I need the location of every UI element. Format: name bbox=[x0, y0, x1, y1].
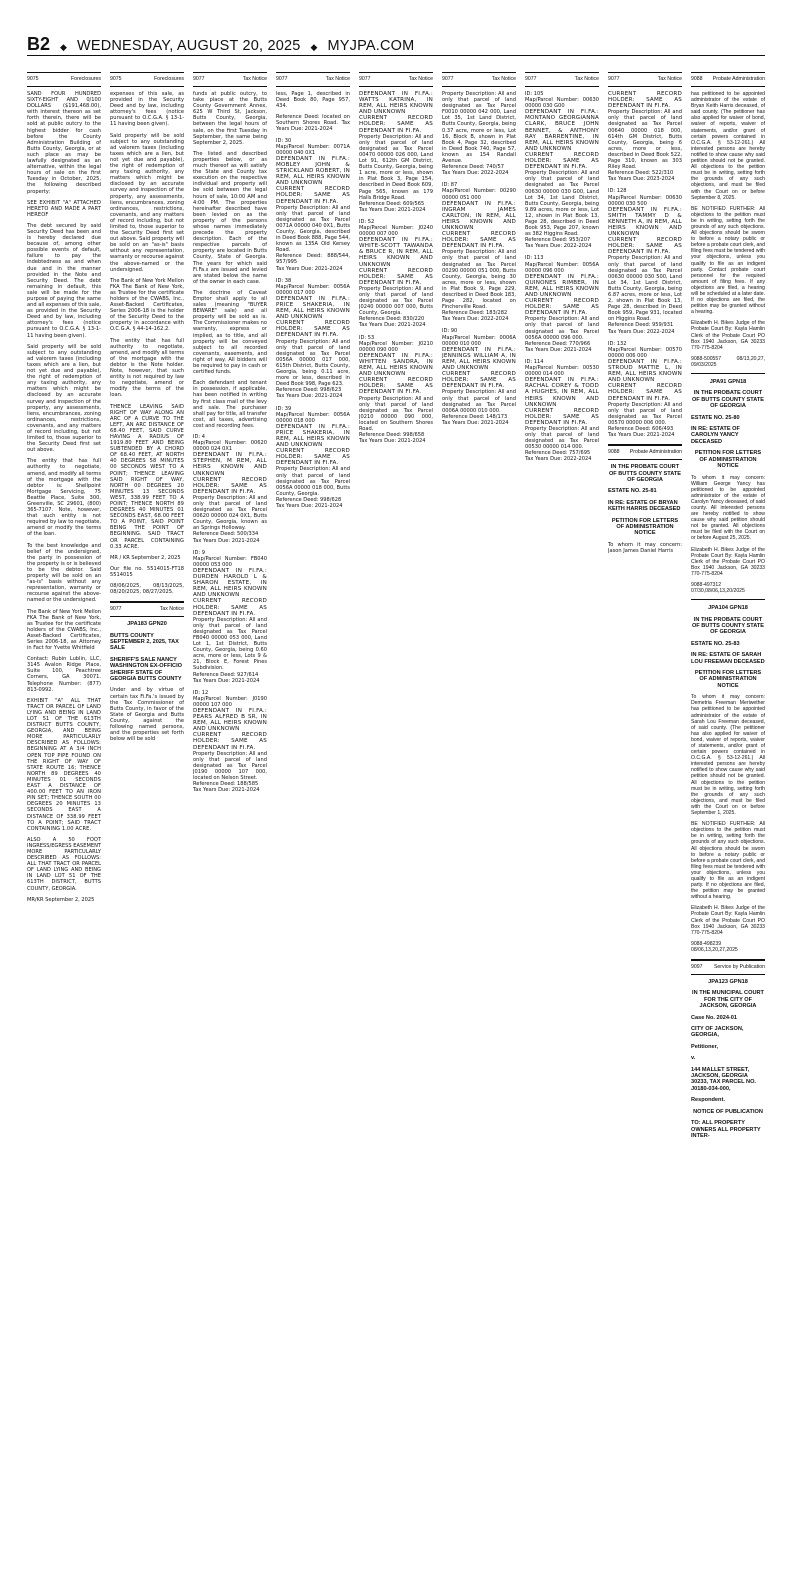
page-number: B2 bbox=[27, 34, 51, 54]
issue-date: WEDNESDAY, AUGUST 20, 2025 bbox=[76, 38, 301, 54]
section-label: Tax Notice bbox=[574, 76, 599, 82]
record-holder: CURRENT RECORD HOLDER: SAME AS DEFENDANT IN FI.FA. bbox=[359, 377, 433, 396]
notice-paragraph: The listed and described properties below, or as much thereof as will satisfy the State and County tax execution on the respective individual and property will be sold between the legal hours of sale, 10:00 AM and 4:00 PM. The properties hereinafter described have been levied on as the property of the persons whose names immediately precede the property description. Each of the respective parcels of property are located in Butts County, State of Georgia. The years for which said Fi.Fa.s are issued and levied are stated below the name of the owner in each case. bbox=[193, 150, 267, 285]
divider-rule bbox=[691, 599, 765, 600]
section-header bbox=[193, 72, 267, 87]
tax-parcel-record bbox=[525, 255, 599, 353]
notice-heading: ESTATE NO. 25-81 bbox=[608, 488, 657, 495]
notice-paragraph: To whom it may concern: William George Yancy has petitioned to be appointed administrator of the estate of Carolyn Yancy deceased, of said county. All interested persons are hereby notified to show cause why said petition should not be granted. All objections must be filed with the Court on or before August 25, 2025. bbox=[691, 474, 765, 542]
record-id: ID: 87 bbox=[442, 182, 458, 189]
record-def: DEFENDANT IN FI.FA.: PRICE SHAKERIA, IN REM, ALL HEIRS KNOWN AND UNKNOWN bbox=[276, 295, 350, 321]
notice-paragraph: SEE EXHIBIT "A" ATTACHED HERETO AND MADE A PART HEREOF bbox=[27, 199, 101, 218]
notice-paragraph: Under and by virtue of certain tax Fi.Fa.'s issued by the Tax Commissioner of Butts County, in favor of the State of Georgia and Butts County, against the following named persons, and the properties set forth below will be sold bbox=[110, 687, 184, 743]
record-def: DEFENDANT IN FI.FA.: WHITE-SCOTT TAWANDA & BRUCE R, IN REM, ALL HEIRS KNOWN AND UNKNOWN bbox=[359, 237, 433, 268]
record-years: Tax Years Due: 2021-2024 bbox=[276, 265, 343, 272]
notice-heading: IN THE MUNICIPAL COURT FOR THE CITY OF JACKSON, GEORGIA bbox=[692, 990, 764, 1010]
record-id: ID: 114 bbox=[525, 358, 544, 365]
notice-heading: Respondent. bbox=[691, 1097, 725, 1104]
record-desc: Property Description: All and only that parcel of land designated as Tax Parcel 00530 00000 014 000. bbox=[525, 425, 599, 451]
record-map: Map/Parcel Number: J0190 00000 107 000 bbox=[193, 695, 267, 708]
record-map: Map/Parcel Number: 0056A 00000 017 000 bbox=[276, 283, 350, 296]
section-header bbox=[608, 72, 682, 87]
record-desc: Property Description: All and only that parcel of land designated as Tax Parcel 00470 00000 026 000, Land Lot 91, 612th GM District, Butts County, Georgia, being 1 acre, more or less, shown in Plat Book 3, Page 154, described in Deed Book 609, Page 565, known as 179 Halls Bridge Road. bbox=[359, 133, 433, 201]
record-years: Tax Years Due: 2022-2024 bbox=[525, 243, 592, 250]
record-holder: CURRENT RECORD HOLDER: SAME AS DEFENDANT IN FI.FA. bbox=[525, 298, 599, 317]
section-label: Service by Publication bbox=[713, 964, 765, 970]
record-years: Tax Years Due: 2021-2024 bbox=[608, 432, 675, 439]
record-id: ID: 90 bbox=[442, 328, 458, 335]
record-map: Map/Parcel Number: 0056A 00000 018 000 bbox=[276, 411, 350, 424]
column-5 bbox=[359, 72, 433, 1572]
record-desc: Property Description: All and only that parcel of land designated as Tax Parcel 00630 00000 030 500, Land Lot 34, 1st Land District, Butts County, Georgia, being 6.87 acres, more or less, Lot 2, shown in Plat Book 13, Page 28, described in Deed Book 959, Page 931, located on Higgins Road. bbox=[608, 255, 682, 323]
notice-paragraph: The Bank of New York Mellon FKA The Bank of New York, as Trustee for the certificate holders of the CWABS, Inc., Asset-Backed Certificates, Series 2006-18, as Attorney in Fact for Yvette Whitfield bbox=[27, 608, 101, 652]
notice-paragraph: EXHIBIT "A" ALL THAT TRACT OR PARCEL OF LAND LYING AND BEING IN LAND LOT 51 OF THE 613TH DISTRICT BUTTS COUNTY, GEORGIA, AND BEING MORE PARTICULARLY DESCRIBED AS FOLLOWS: BEGINNING AT A 3/4 INCH OPEN TOP PIPE FOUND ON THE RIGHT OF WAY OF STATE ROUTE 16; THENCE NORTH 89 DEGREES 40 MINUTES 01 SECONDS EAST A DISTANCE OF 400.00 FEET TO AN IRON PIN SET; THENCE SOUTH 00 DEGREES 20 MINUTES 13 SECONDS EAST A DISTANCE OF 338.99 FEET TO A POINT; SAID TRACT CONTAINING 1.00 ACRE. bbox=[27, 697, 101, 832]
notice-paragraph: Said property will be sold subject to any outstanding ad valorem taxes (including taxes which are a lien, but not yet due and payable), the right of redemption of any taxing authority, any matters which might be disclosed by an accurate survey and inspection of the property, any assessments, liens, encumbrances, zoning ordinances, restrictions, covenants, and any matters of record including, but not limited to, those superior to the Security Deed first set out above. bbox=[27, 343, 101, 454]
section-header bbox=[525, 72, 599, 87]
notice-heading: JPA123 GPN18 bbox=[708, 979, 748, 985]
record-desc: Property Description: All and only that parcel of land designated as Tax Parcel J0210 00000 090 000, located on Southern Shores Road. bbox=[359, 395, 433, 432]
section-header bbox=[110, 602, 184, 617]
record-holder: CURRENT RECORD HOLDER: SAME AS DEFENDANT IN FI.FA. bbox=[276, 186, 350, 205]
record-id: ID: 12 bbox=[193, 689, 209, 696]
section-label: Tax Notice bbox=[491, 76, 516, 82]
tax-parcel-record bbox=[608, 341, 682, 439]
record-ref: Reference Deed: 959/931 bbox=[608, 322, 674, 329]
record-desc: Property Description: All and only that parcel of land designated as Tax Parcel 0006A 00000 010 000. bbox=[442, 389, 516, 414]
section-code: 9077 bbox=[525, 76, 537, 82]
record-holder: CURRENT RECORD HOLDER: SAME AS DEFENDANT IN FI.FA. bbox=[608, 91, 682, 110]
record-id: ID: 128 bbox=[608, 188, 627, 195]
record-years: Tax Years Due: 2021-2024 bbox=[525, 346, 592, 353]
record-map: Map/Parcel Number: 0006A 00000 010 000 bbox=[442, 334, 516, 347]
section-code: 9077 bbox=[110, 606, 122, 613]
record-desc: Property Description: All and only that parcel of land designated as Tax Parcel 00620 00000 024 0X1, Butts County, Georgia, known as an Springs Holloway. bbox=[193, 494, 267, 532]
tax-parcel-record bbox=[276, 278, 350, 400]
section-label: Tax Notice bbox=[408, 76, 433, 82]
record-def: DEFENDANT IN FI.FA.: SMITH TAMMY D & KENNETH A, IN REM, ALL HEIRS KNOWN AND UNKNOWN bbox=[608, 206, 682, 238]
record-ref: Reference Deed: 998/628 bbox=[276, 496, 342, 503]
record-desc: Property Description: All and only that parcel of land designated as Tax Parcel 0056A 00000 096 000. bbox=[525, 316, 599, 341]
legal-notice-columns bbox=[27, 72, 765, 1572]
record-holder: CURRENT RECORD HOLDER: SAME AS DEFENDANT IN FI.FA. bbox=[525, 407, 599, 426]
tax-parcel-record bbox=[359, 91, 433, 213]
notice-heading: v. bbox=[691, 1055, 696, 1062]
section-header bbox=[691, 72, 765, 87]
record-years: Tax Years Due: 2021-2024 bbox=[193, 537, 260, 544]
record-id: ID: 30 bbox=[276, 137, 292, 144]
notice-paragraph: To the best knowledge and belief of the undersigned, the party in possession of the property is or is believed to be the debtor. Said property will be sold on an "as-is" basis without any representation, warranty or recourse against the above-named or the undersigned. bbox=[27, 542, 101, 604]
notice-heading: NOTICE OF PUBLICATION bbox=[693, 1108, 763, 1115]
record-map: Map/Parcel Number: FB040 00000 053 000 bbox=[193, 555, 267, 568]
record-desc: Property Description: All and only that parcel of land designated as Tax Parcel 0071A 00000 040 0X1, Butts County, Georgia, described in Deed Book 888, Page 544, known as 135A Old Kersey Road. bbox=[276, 204, 350, 254]
record-years: Tax Years Due: 2022-2024 bbox=[525, 456, 592, 463]
record-id: ID: 39 bbox=[276, 405, 292, 412]
notice-heading: JPA183 GPN20 bbox=[127, 621, 167, 628]
section-label: Probate Administration bbox=[629, 449, 682, 456]
section-code: 9077 bbox=[276, 76, 288, 82]
column-3 bbox=[193, 72, 267, 1572]
record-holder: CURRENT RECORD HOLDER: SAME AS DEFENDANT IN FI.FA. bbox=[608, 383, 682, 402]
section-code: 9088 bbox=[608, 449, 620, 456]
record-holder: CURRENT RECORD HOLDER: SAME AS DEFENDANT IN FI.FA. bbox=[193, 476, 267, 495]
record-holder: CURRENT RECORD HOLDER: SAME AS DEFENDANT IN FI.FA. bbox=[276, 448, 350, 467]
notice-paragraph: 9088-497312 07/30,08/06,13,20/2025 bbox=[691, 582, 745, 595]
record-def: DEFENDANT IN FI.FA.: QUINONES RIMBER, IN REM, ALL HEIRS KNOWN AND UNKNOWN bbox=[525, 273, 599, 298]
record-ref: Reference Deed: 609/565 bbox=[359, 200, 425, 207]
notice-paragraph: Elizabeth H. Bikes Judge of the Probate Court By: Kayla Hamlin Clerk of the Probate Court PO Box 1940 Jackson, GA 30233 770-775-8204 bbox=[691, 320, 765, 351]
notice-paragraph: funds at public outcry, to take place at the Butts County Government Annex, 625 W Third St, Jackson, Butts County, Georgia, between the legal hours of sale, on the first Tuesday in September, the same being September 2, 2025. bbox=[193, 91, 267, 146]
record-ref: Reference Deed: 148/173 bbox=[442, 413, 508, 420]
section-header bbox=[608, 445, 682, 460]
tax-parcel-record bbox=[608, 188, 682, 334]
record-ref: Reference Deed: 927/614 bbox=[193, 671, 259, 678]
record-ref: Reference Deed: 188/585 bbox=[193, 781, 259, 788]
record-years: Tax Years Due: 2021-2024 bbox=[359, 206, 426, 213]
notice-heading: IN THE PROBATE COURT OF BUTTS COUNTY STATE OF GEORGIA bbox=[608, 464, 682, 483]
notice-paragraph: The entity that has full authority to negotiate, amend, and modify all terms of the mortgage with the debtor is the Note holder. Note, however, that such entity is not required by law to negotiate, amend or modify the terms of the loan. bbox=[110, 337, 184, 399]
column-7 bbox=[525, 72, 599, 1572]
record-desc: Property Description: All and only that parcel of land designated as Tax Parcel J0240 00000 007 000, Butts County, Georgia. bbox=[359, 285, 433, 317]
diamond-separator-icon: ◆ bbox=[310, 42, 318, 52]
record-map: Map/Parcel Number: 00530 00000 014 000 bbox=[525, 365, 599, 378]
record-map: Map/Parcel Number: 0071A 00000 040 0X1 bbox=[276, 143, 350, 156]
tax-parcel-record bbox=[276, 406, 350, 510]
record-ref: Reference Deed: 770/966 bbox=[525, 340, 591, 347]
column-2 bbox=[110, 72, 184, 1572]
notice-paragraph: Said property will be sold subject to any outstanding ad valorem taxes (including taxes which are a lien, but not yet due and payable), the right of redemption of any taxing authority, any matters which might be disclosed by an accurate survey and inspection of the property, any assessments, liens, encumbrances, zoning ordinances, restrictions, covenants, and any matters of record including, but not limited to, those superior to the Security Deed first set out above. Said property will be sold on an "as-is" basis without any representation, warranty or recourse against the above-named or the undersigned. bbox=[110, 132, 184, 273]
tax-parcel-record bbox=[359, 219, 433, 329]
notice-heading: ESTATE NO. 25-83 bbox=[691, 640, 740, 647]
notice-heading: IN RE: ESTATE OF CAROLYN YANCY DECEASED bbox=[691, 426, 740, 445]
notice-paragraph: Elizabeth H. Bikes Judge of the Probate Court By: Kayla Hamlin Clerk of the Probate Court PO Box 1940 Jackson, GA 30233 770-775-8204 bbox=[691, 905, 765, 936]
section-label: Tax Notice bbox=[242, 76, 267, 82]
notice-paragraph: Elizabeth H. Bikes Judge of the Probate Court By: Kayla Hamlin Clerk of the Probate Court PO Box 1940 Jackson, GA 30233 770-775-8204 bbox=[691, 546, 765, 577]
notice-paragraph: less, Page 1, described in Deed Book 80, Page 957, 434. bbox=[276, 91, 350, 110]
section-code: 9075 bbox=[110, 76, 122, 82]
record-desc: Property Description: All and only that parcel of land designated as Tax Parcel FB040 00000 053 000, Land Lot 1, 1st District, Butts County, Georgia, being 0.60 acre, more or less, Lots 9 & 21, Block E, Forest Pines Subdivision. bbox=[193, 616, 267, 672]
notice-paragraph: The debt secured by said Security Deed has been and is hereby declared due because of, among other possible events of default, failure to pay the indebtedness as and when due and in the manner provided in the Note and Security Deed. The debt remaining in default, this sale will be made for the purpose of paying the same and all expenses of this sale, as provided in the Security Deed and by law, including attorney's fees (notice pursuant to O.C.G.A. § 13-1-11 having been given). bbox=[27, 222, 101, 339]
tax-parcel-record bbox=[193, 550, 267, 684]
notice-heading: PETITION FOR LETTERS OF ADMINISTRATION NOTICE bbox=[611, 517, 679, 537]
notice-paragraph: MR / KR September 2, 2025 bbox=[110, 554, 181, 561]
section-header bbox=[27, 72, 101, 87]
record-map: Map/Parcel Number: 00620 00000 024 0X1 bbox=[193, 440, 267, 453]
section-header bbox=[110, 72, 184, 87]
notice-heading: TO: ALL PROPERTY OWNERS ALL PROPERTY INTER- bbox=[691, 1120, 761, 1139]
record-ref: Reference Deed: 998/658 bbox=[359, 432, 425, 439]
tax-parcel-record bbox=[193, 434, 267, 544]
record-def: DEFENDANT IN FI.FA.: PRICE SHAKERIA, IN REM, ALL HEIRS KNOWN AND UNKNOWN bbox=[276, 423, 350, 449]
tax-parcel-record bbox=[442, 91, 516, 176]
record-map: Map/Parcel Number: 0056A 00000 096 000 bbox=[525, 261, 599, 274]
record-def: DEFENDANT IN FI.FA.: INGRAM JAMES CARLTON, IN REM, ALL HEIRS KNOWN AND UNKNOWN bbox=[442, 200, 516, 231]
section-header bbox=[691, 960, 765, 975]
divider-rule bbox=[691, 373, 765, 374]
notice-paragraph: Each defendant and tenant in possession, if applicable, has been notified in writing by first class mail of the levy and sale. The purchaser shall pay for title, all transfer cost, all taxes, advertising cost and recording fees. bbox=[193, 380, 267, 429]
tax-parcel-record bbox=[193, 690, 267, 794]
tax-parcel-record bbox=[608, 91, 682, 182]
record-desc: Property Description: All and only that parcel of land designated as Tax Parcel 00630 00000 030 G00, Land Lot 34, 1st Land District, Butts County, Georgia, being 9.89 acres, more or less, Lot 12, shown in Plat Book 13, Page 28, described in Deed Book 953, Page 207, known as 382 Higgins Road. bbox=[525, 170, 599, 238]
record-ref: Reference Deed: 830/220 bbox=[359, 316, 425, 323]
notice-paragraph: BE NOTIFIED FURTHER: All objections to the petition must be in writing, setting forth the grounds of any such objections. All objections should be sworn to before a notary public or before a probate court clerk, and filing fees must be tendered with your objections, unless you qualify to file as an indigent party. Contact probate court personnel for the required amount of filing fees. If any objections are filed, a hearing will be scheduled at a later date. If no objections are filed, the petition may be granted without a hearing. bbox=[691, 205, 765, 316]
tax-parcel-record bbox=[442, 182, 516, 322]
notice-paragraph: The Bank of New York Mellon FKA The Bank of New York, as Trustee for the certificate holders of the CWABS, Inc., Asset-Backed Certificates, Series 2006-18 is the holder of the Security Deed to the property in accordance with O.C.G.A. § 44-14-162.2. bbox=[110, 277, 184, 333]
notice-paragraph: Our file no. 5514015-FT18 5514015 bbox=[110, 565, 184, 578]
section-header bbox=[442, 72, 516, 87]
record-map: Map/Parcel Number: 00570 00000 006 000 bbox=[608, 346, 682, 359]
notice-heading: JPA104 GPN18 bbox=[708, 605, 748, 612]
notice-paragraph: Contact: Rubin Lublin, LLC, 3145 Avalon Ridge Place, Suite 100, Peachtree Corners, GA 30071. Telephone Number: (877) 813-0992. bbox=[27, 656, 101, 693]
record-years: Tax Years Due: 2022-2024 bbox=[442, 316, 509, 323]
record-holder: CURRENT RECORD HOLDER: SAME AS DEFENDANT IN FI.FA. bbox=[276, 320, 350, 339]
notice-paragraph: SAND FOUR HUNDRED SIXTY-EIGHT AND 0/100 DOLLARS ($191,468.00), with interest thereon as set forth therein, there will be sold at public outcry to the highest bidder for cash before the County Administration Building of Butts County, Georgia, or at such place as may be lawfully designated as an alternative, within the legal hours of sale on the first Tuesday in October, 2025, the following described property: bbox=[27, 91, 101, 195]
record-years: Tax Years Due: 2021-2024 bbox=[359, 322, 426, 329]
record-map: Map/Parcel Number: 00630 00000 030 500 bbox=[608, 194, 682, 207]
record-desc: Property Description: All and only that parcel of land designated as Tax Parcel J0190 00000 107 000, located on Nelson Street. bbox=[193, 750, 267, 782]
record-holder: CURRENT RECORD HOLDER: SAME AS DEFENDANT IN FI.FA. bbox=[442, 371, 516, 390]
record-ref: Reference Deed: 183/282 bbox=[442, 310, 508, 317]
record-ref: Reference Deed: 757/695 bbox=[525, 450, 591, 457]
record-def: DEFENDANT IN FI.FA.: MONTANO GEORGIANNA CLARK, BRUCE JOHN BENNET, & ANTHONY RAY BARRENTINE, IN REM, ALL HEIRS KNOWN AND UNKNOWN bbox=[525, 109, 599, 152]
record-def: DEFENDANT IN FI.FA.: DURDEN HAROLD L & SHARON ESTATE, IN REM, ALL HEIRS KNOWN AND UNKNOWN bbox=[193, 567, 267, 599]
tax-parcel-record bbox=[442, 328, 516, 426]
record-years: Tax Years Due: 2021-2024 bbox=[193, 787, 260, 794]
record-map: Map/Parcel Number: 00290 00000 051 000 bbox=[442, 188, 516, 201]
section-code: 9077 bbox=[608, 76, 620, 82]
record-years: Tax Years Due: 2021-2024 bbox=[442, 419, 509, 426]
notice-heading: ESTATE NO. 25-80 bbox=[691, 414, 740, 421]
record-id: ID: 113 bbox=[525, 255, 544, 262]
column-6 bbox=[442, 72, 516, 1572]
notice-heading: IN RE: ESTATE OF SARAH LOU FREEMAN DECEASED bbox=[691, 652, 765, 665]
tax-parcel-record bbox=[525, 91, 599, 249]
notice-heading: IN THE PROBATE COURT OF BUTTS COUNTY STATE OF GEORGIA bbox=[691, 390, 765, 410]
record-years: Tax Years Due: 2022-2024 bbox=[608, 328, 675, 335]
section-code: 9077 bbox=[442, 76, 454, 82]
record-desc: Property Description: All and only that parcel of land designated as Tax Parcel 0056A 00000 018 000, Butts County, Georgia. bbox=[276, 466, 350, 497]
column-9 bbox=[691, 72, 765, 1572]
notice-heading: Petitioner, bbox=[691, 1043, 719, 1050]
column-8 bbox=[608, 72, 682, 1572]
record-ref: Reference Deed: 522/310 bbox=[608, 170, 674, 177]
record-def: DEFENDANT IN FI.FA.: WATTS KATRINA, IN REM, ALL HEIRS KNOWN AND UNKNOWN bbox=[359, 91, 433, 116]
section-label: Foreclosures bbox=[154, 76, 184, 82]
record-map: Map/Parcel Number: J0210 00000 090 000 bbox=[359, 340, 433, 353]
record-def: DEFENDANT IN FI.FA.: WHITTEN SANDRA, IN REM, ALL HEIRS KNOWN AND UNKNOWN bbox=[359, 352, 433, 378]
record-holder: CURRENT RECORD HOLDER: SAME AS DEFENDANT IN FI.FA. bbox=[525, 151, 599, 171]
notice-paragraph: has petitioned to be appointed administrator of the estate of Bryan Keith Harris deceased, of said county. (The petitioner has also applied for waiver of bond, waiver of reports, waiver of statements, and/or grant of certain powers contained in O.C.G.A. § 53-12-261.) All interested persons are hereby notified to show cause why said petition should not be granted. All objections to the petition must be in writing, setting forth the grounds of any such objections, and must be filed with the Court on or before September 8, 2025. bbox=[691, 91, 765, 201]
record-ref: Reference Deed: 888/544, 957/995 bbox=[276, 253, 350, 266]
record-years: Tax Years Due: 2023-2024 bbox=[608, 176, 675, 183]
record-def: DEFENDANT IN FI.FA.: STEPHEN, M REM, ALL HEIRS KNOWN AND UNKNOWN bbox=[193, 452, 267, 477]
record-holder: CURRENT RECORD HOLDER: SAME AS DEFENDANT IN FI.FA. bbox=[359, 115, 433, 134]
record-years: Tax Years Due: 2021-2024 bbox=[276, 503, 343, 509]
record-ref: Reference Deed: 500/334 bbox=[193, 531, 259, 538]
section-header bbox=[276, 72, 350, 87]
record-def: DEFENDANT IN FI.FA.: JENNINGS WILLIAM A, IN REM, ALL HEIRS KNOWN AND UNKNOWN bbox=[442, 346, 516, 372]
record-holder: CURRENT RECORD HOLDER: SAME AS DEFENDANT IN FI.FA. bbox=[193, 598, 267, 617]
section-code: 9097 bbox=[691, 964, 703, 970]
record-desc: Property Description: All and only that parcel of land designated as Tax Parcel 00640 00000 018 000, 614th GM District, Butts County, Georgia, being 6 acres, more or less, described in Deed Book 522, Page 310, known as 303 Riley Road. bbox=[608, 109, 682, 171]
notice-paragraph: To whom it may concern: Demetria Freeman Meriwether has petitioned to be appointed administrator of the estate of Sarah Lou Freeman deceased, of said county. (The petitioner has also applied for waiver of bond, waiver of reports, waiver of statements, and/or grant of certain powers contained in O.C.G.A. § 53-12-261.) All interested persons are hereby notified to show cause why said petition should not be granted. All objections to the petition must be in writing, setting forth the grounds of any such objections, and must be filed with the Court on or before September 1, 2025. bbox=[691, 694, 765, 817]
notice-paragraph: ALSO A 50 FOOT INGRESS/EGRESS EASEMENT MORE PARTICULARLY DESCRIBED AS FOLLOWS: ALL THAT TRACT OR PARCEL OF LAND LYING AND BEING IN LAND LOT 51 OF THE 613TH DISTRICT, BUTTS COUNTY, GEORGIA. bbox=[27, 836, 101, 892]
notice-paragraph: MR/KR September 2, 2025 bbox=[27, 896, 95, 903]
notice-heading: 144 MALLET STREET, JACKSON, GEORGIA 30233, TAX PARCEL NO. J0180-034-000, bbox=[691, 1066, 756, 1092]
section-label: Tax Notice bbox=[657, 76, 682, 82]
tax-parcel-record bbox=[525, 359, 599, 463]
record-id: ID: 105 bbox=[525, 91, 544, 97]
notice-heading: PETITION FOR LETTERS OF ADMINISTRATION NOTICE bbox=[694, 450, 762, 470]
section-label: Probate Administration bbox=[712, 76, 765, 82]
tax-parcel-record bbox=[359, 335, 433, 445]
notice-heading: SHERIFF'S SALE NANCY WASHINGTON EX-OFFICIO SHERIFF STATE OF GEORGIA BUTTS COUNTY bbox=[110, 656, 182, 683]
record-def: DEFENDANT IN FI.FA.: RACHAL COREY & TODD A HUGHES, IN REM, ALL HEIRS KNOWN AND UNKNOWN bbox=[525, 377, 599, 408]
record-id: ID: 9 bbox=[193, 549, 206, 556]
record-desc: Property Description: All and only that parcel of land designated as Tax Parcel 00290 00000 051 000, Butts County, Georgia, being 30 acres, more or less, shown in Plat Book 9, Page 229, described in Deed Book 183, Page 282, located on Fincherville Road. bbox=[442, 249, 516, 311]
record-def: DEFENDANT IN FI.FA.: STROUD MATTIE L, IN REM, ALL HEIRS KNOWN AND UNKNOWN bbox=[608, 358, 682, 384]
section-code: 9075 bbox=[27, 76, 39, 82]
record-id: ID: 132 bbox=[608, 340, 627, 347]
record-id: ID: 53 bbox=[359, 334, 375, 341]
column-4 bbox=[276, 72, 350, 1572]
record-def: DEFENDANT IN FI.FA.: MOBLEY JOHN & STRICKLAND ROBERT, IN REM, ALL HEIRS KNOWN AND UNKNOWN bbox=[276, 155, 350, 187]
section-label: Tax Notice bbox=[325, 76, 350, 82]
page-masthead bbox=[27, 34, 765, 56]
notice-heading: Case No. 2024-01 bbox=[691, 1014, 738, 1021]
record-map: Map/Parcel Number: 00630 00000 030 G00 bbox=[525, 97, 599, 110]
record-years: Tax Years Due: 2021-2024 bbox=[276, 393, 343, 400]
notice-heading: BUTTS COUNTY SEPTEMBER 2, 2025, TAX SALE bbox=[110, 632, 179, 652]
tax-parcel-record bbox=[276, 138, 350, 272]
record-ref: Reference Deed: 606/493 bbox=[608, 425, 674, 432]
section-header bbox=[359, 72, 433, 87]
record-holder: CURRENT RECORD HOLDER: SAME AS DEFENDANT IN FI.FA. bbox=[359, 267, 433, 286]
notice-paragraph: Reference Deed: located on Southern Shores Road. Tax Years Due: 2021-2024 bbox=[276, 114, 350, 133]
record-holder: CURRENT RECORD HOLDER: SAME AS DEFENDANT IN FI.FA. bbox=[608, 237, 682, 256]
record-years: Tax Years Due: 2021-2024 bbox=[193, 677, 260, 684]
notice-heading: IN RE: ESTATE OF BRYAN KEITH HARRIS DECEASED bbox=[608, 499, 681, 513]
notice-paragraph: 9088-500557 08/13,20,27, 09/03/2025 bbox=[691, 355, 765, 368]
record-years: Tax Years Due: 2022-2024 bbox=[442, 170, 509, 177]
record-holder: CURRENT RECORD HOLDER: SAME AS DEFENDANT IN FI.FA. bbox=[193, 732, 267, 751]
site-link[interactable]: MYJPA.COM bbox=[327, 38, 415, 54]
section-label: Foreclosures bbox=[71, 76, 101, 82]
record-ref: Reference Deed: 998/623 bbox=[276, 387, 342, 394]
record-desc: Property Description: All and only that parcel of land designated as Tax Parcel F0010 00000 042 000, Land Lot 35, 1st Land District, Butts County, Georgia, being 0.37 acre, more or less, Lot 16, Block B, shown in Plat Book 4, Page 32, described in Deed Book 740, Page 57, known as 154 Randall Avenue. bbox=[442, 91, 516, 165]
record-ref: Reference Deed: 953/207 bbox=[525, 237, 591, 244]
notice-heading: PETITION FOR LETTERS OF ADMINISTRATION NOTICE bbox=[694, 670, 762, 689]
record-id: ID: 38 bbox=[276, 277, 292, 284]
record-def: DEFENDANT IN FI.FA.: PEARS ALFRED B SR, IN REM, ALL HEIRS KNOWN AND UNKNOWN bbox=[193, 708, 267, 733]
notice-paragraph: To whom it may concern: Jason James Daniel Harris bbox=[608, 541, 682, 554]
notice-paragraph: 9088-498239 08/06,13,20,27,2025 bbox=[691, 940, 738, 953]
record-id: ID: 4 bbox=[193, 433, 206, 440]
record-ref: Reference Deed: 740/57 bbox=[442, 164, 504, 171]
record-id: ID: 52 bbox=[359, 218, 375, 225]
notice-paragraph: The doctrine of Caveat Emptor shall apply to all sales (meaning "BUYER BEWARE" sale) and all property will be sold as is. The Commissioner makes no warranty, express or implied, as to title, and all property will be conveyed subject to all recorded covenants, easements, and right of way. All bidders will be required to pay in cash or certified funds. bbox=[193, 289, 267, 376]
record-desc: Property Description: All and only that parcel of land designated as Tax Parcel 00570 00000 006 000. bbox=[608, 401, 682, 426]
record-desc: Property Description: All and only that parcel of land designated as Tax Parcel 0056A 00000 017 000, 615th District, Butts County, Georgia, being 0.11 acre, more or less, described in Deed Book 998, Page 623. bbox=[276, 338, 350, 388]
notice-paragraph: BE NOTIFIED FURTHER: All objections to the petition must be in writing, setting forth the grounds of any such objections. All objections should be sworn to before a notary public or before a probate court clerk, and filing fees must be tendered with your objections, unless you qualify to file as an indigent party. If no objections are filed, the petition may be granted without a hearing. bbox=[691, 821, 765, 901]
notice-heading: JPA91 GPN18 bbox=[709, 379, 747, 386]
section-code: 9077 bbox=[359, 76, 371, 82]
notice-heading: CITY OF JACKSON, GEORGIA, bbox=[691, 1026, 744, 1039]
notice-heading: IN THE PROBATE COURT OF BUTTS COUNTY STATE OF GEORGIA bbox=[691, 616, 765, 636]
notice-paragraph: THENCE LEAVING SAID RIGHT OF WAY ALONG AN ARC OF A CURVE TO THE LEFT, AN ARC DISTANCE OF 68.40 FEET, SAID CURVE HAVING A RADIUS OF 1919.80 FEET AND BEING SUBTENDED BY A CHORD OF 68.40 FEET, AT NORTH 40 DEGREES 58 MINUTES 00 SECONDS WEST TO A POINT; THENCE LEAVING SAID RIGHT OF WAY, NORTH 00 DEGREES 20 MINUTES 13 SECONDS WEST, 338.99 FEET TO A POINT; THENCE NORTH 89 DEGREES 40 MINUTES 01 SECONDS EAST, 68.00 FEET TO A POINT, SAID POINT BEING THE POINT OF BEGINNING. SAID TRACT OR PARCEL CONTAINING 0.33 ACRE. bbox=[110, 403, 184, 550]
notice-paragraph: The entity that has full authority to negotiate, amend, and modify all terms of the mortgage with the debtor is: Shellpoint Mortgage Servicing, 75 Beattie Place, Suite 300, Greenville, SC 29601, (800) 365-7107. Note, however, that such entity is not required by law to negotiate, amend or modify the terms of the loan. bbox=[27, 458, 101, 538]
section-code: 9088 bbox=[691, 76, 703, 82]
notice-paragraph: 08/06/2025, 08/13/2025, 08/20/2025, 08/27/2025. bbox=[110, 583, 184, 596]
diamond-separator-icon: ◆ bbox=[60, 42, 67, 52]
column-1 bbox=[27, 72, 101, 1572]
section-code: 9077 bbox=[193, 76, 205, 82]
section-label: Tax Notice bbox=[159, 606, 184, 613]
notice-paragraph: expenses of this sale, as provided in the Security Deed and by law, including attorney's fees (notice pursuant to O.C.G.A. § 13-1-11 having been given). bbox=[110, 91, 184, 128]
record-map: Map/Parcel Number: J0240 00000 007 000 bbox=[359, 224, 433, 238]
record-holder: CURRENT RECORD HOLDER: SAME AS DEFENDANT IN FI.FA. bbox=[442, 231, 516, 250]
record-years: Tax Years Due: 2021-2024 bbox=[359, 438, 426, 445]
